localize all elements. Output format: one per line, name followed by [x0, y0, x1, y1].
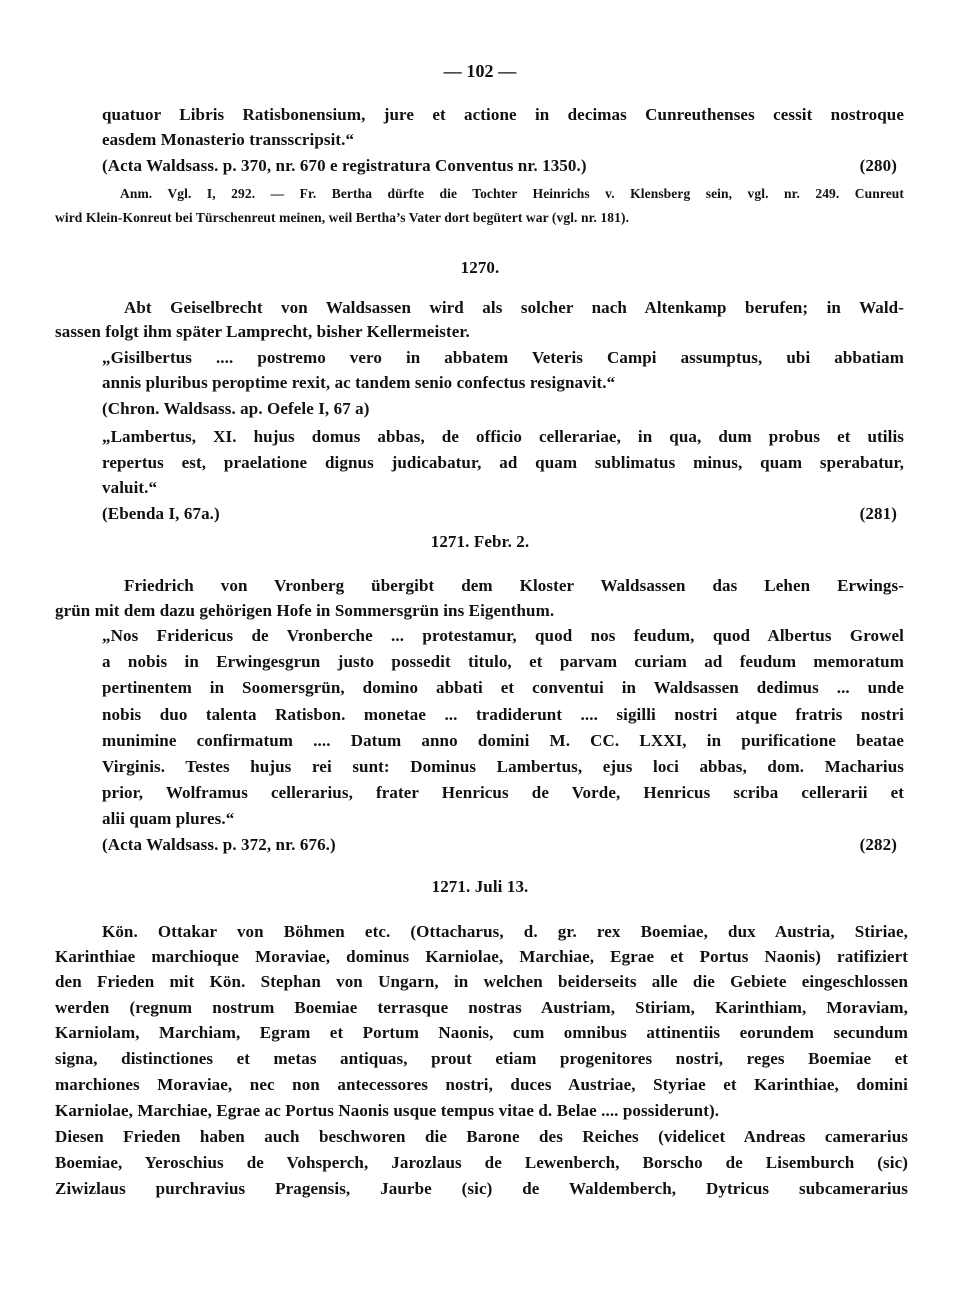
year-heading: 1270. [460, 258, 500, 277]
text-line: Abt Geiselbrecht von Waldsassen wird als solcher nach Altenkamp berufen; in Wald- [124, 298, 904, 317]
footnote-line: wird Klein-Konreut bei Türschenreut meinen, weil Bertha’s Vater dort begütert war (vgl. nr. 181). [55, 210, 630, 225]
text-line: nobis duo talenta Ratisbon. monetae ... tradiderunt .... sigilli nostri atque fratris nostri [102, 705, 904, 724]
page-number: — 102 — [443, 61, 517, 81]
text-line: Karniolae, Marchiae, Egrae ac Portus Naonis usque tempus vitae d. Belae .... possiderunt). [55, 1101, 720, 1120]
text-line: quatuor Libris Ratisbonensium, jure et actione in decimas Cunreuthenses cessit nostroque [102, 105, 904, 124]
text-line: Karinthiae marchioque Moraviae, dominus Karniolae, Marchiae, Egrae et Portus Naonis) ratifiziert [55, 947, 908, 966]
date-heading: 1271. Juli 13. [431, 877, 529, 896]
text-line: alii quam plures.“ [102, 809, 235, 828]
text-line: signa, distinctiones et metas antiquas, prout etiam progenitores nostri, reges Boemiae et [55, 1049, 908, 1068]
text-line: Kön. Ottakar von Böhmen etc. (Ottacharus, d. gr. rex Boemiae, dux Austria, Stiriae, [102, 922, 908, 941]
citation: (Acta Waldsass. p. 372, nr. 676.) [102, 835, 336, 854]
entry-number: (281) [859, 504, 897, 523]
text-line: grün mit dem dazu gehörigen Hofe in Sommersgrün ins Eigenthum. [55, 601, 555, 620]
text-line: marchiones Moraviae, nec non antecessores nostri, duces Austriae, Styriae et Karinthiae, domini [55, 1075, 908, 1094]
text-line: „Lambertus, XI. hujus domus abbas, de officio cellerariae, in qua, dum probus et utilis [102, 427, 904, 446]
text-line: easdem Monasterio transscripsit.“ [102, 130, 355, 149]
text-line: a nobis in Erwingesgrun justo possedit titulo, et parvam curiam ad feudum memoratum [102, 652, 904, 671]
text-line: Karniolam, Marchiam, Egram et Portum Naonis, cum omnibus attinentiis eorundem secundum [55, 1023, 908, 1042]
text-line: Diesen Frieden haben auch beschworen die Barone des Reiches (videlicet Andreas camerarius [55, 1127, 908, 1146]
text-line: Virginis. Testes hujus rei sunt: Dominus Lambertus, ejus loci abbas, dom. Macharius [102, 757, 904, 776]
entry-number: (280) [859, 156, 897, 175]
text-line: sassen folgt ihm später Lamprecht, bisher Kellermeister. [55, 322, 470, 341]
entry-number: (282) [859, 835, 897, 854]
text-line: annis pluribus peroptime rexit, ac tandem senio confectus resignavit.“ [102, 373, 616, 392]
text-line: Boemiae, Yeroschius de Vohsperch, Jarozlaus de Lewenberch, Borscho de Lisemburch (sic) [55, 1153, 908, 1172]
citation: (Ebenda I, 67a.) [102, 504, 220, 523]
text-line: repertus est, praelatione dignus judicabatur, ad quam sublimatus minus, quam sperabatur, [102, 453, 904, 472]
citation: (Chron. Waldsass. ap. Oefele I, 67 a) [102, 399, 370, 418]
text-line: prior, Wolframus cellerarius, frater Henricus de Vorde, Henricus scriba cellerarii et [102, 783, 904, 802]
text-line: „Nos Fridericus de Vronberche ... protestamur, quod nos feudum, quod Albertus Growel [102, 626, 904, 645]
text-line: munimine confirmatum .... Datum anno domini M. CC. LXXI, in purificatione beatae [102, 731, 904, 750]
date-heading: 1271. Febr. 2. [430, 532, 530, 551]
text-line: Ziwizlaus purchravius Pragensis, Jaurbe (sic) de Waldemberch, Dytricus subcamerarius [55, 1179, 908, 1198]
text-line: Friedrich von Vronberg übergibt dem Kloster Waldsassen das Lehen Erwings- [124, 576, 904, 595]
text-line: pertinentem in Soomersgrün, domino abbati et conventui in Waldsassen dedimus ... unde [102, 678, 904, 697]
text-line: valuit.“ [102, 478, 158, 497]
footnote-line: Anm. Vgl. I, 292. — Fr. Bertha dürfte die Tochter Heinrichs v. Klensberg sein, vgl. nr. 249. Cunreut [120, 186, 904, 201]
text-line: den Frieden mit Kön. Stephan von Ungarn, in welchen beiderseits alle die Gebiete eingeschlossen [55, 972, 908, 991]
text-line: werden (regnum nostrum Boemiae terrasque nostras Austriam, Stiriam, Karinthiam, Moraviam, [55, 998, 908, 1017]
text-line: „Gisilbertus .... postremo vero in abbatem Veteris Campi assumptus, ubi abbatiam [102, 348, 904, 367]
citation: (Acta Waldsass. p. 370, nr. 670 e registratura Conventus nr. 1350.) [102, 156, 587, 175]
